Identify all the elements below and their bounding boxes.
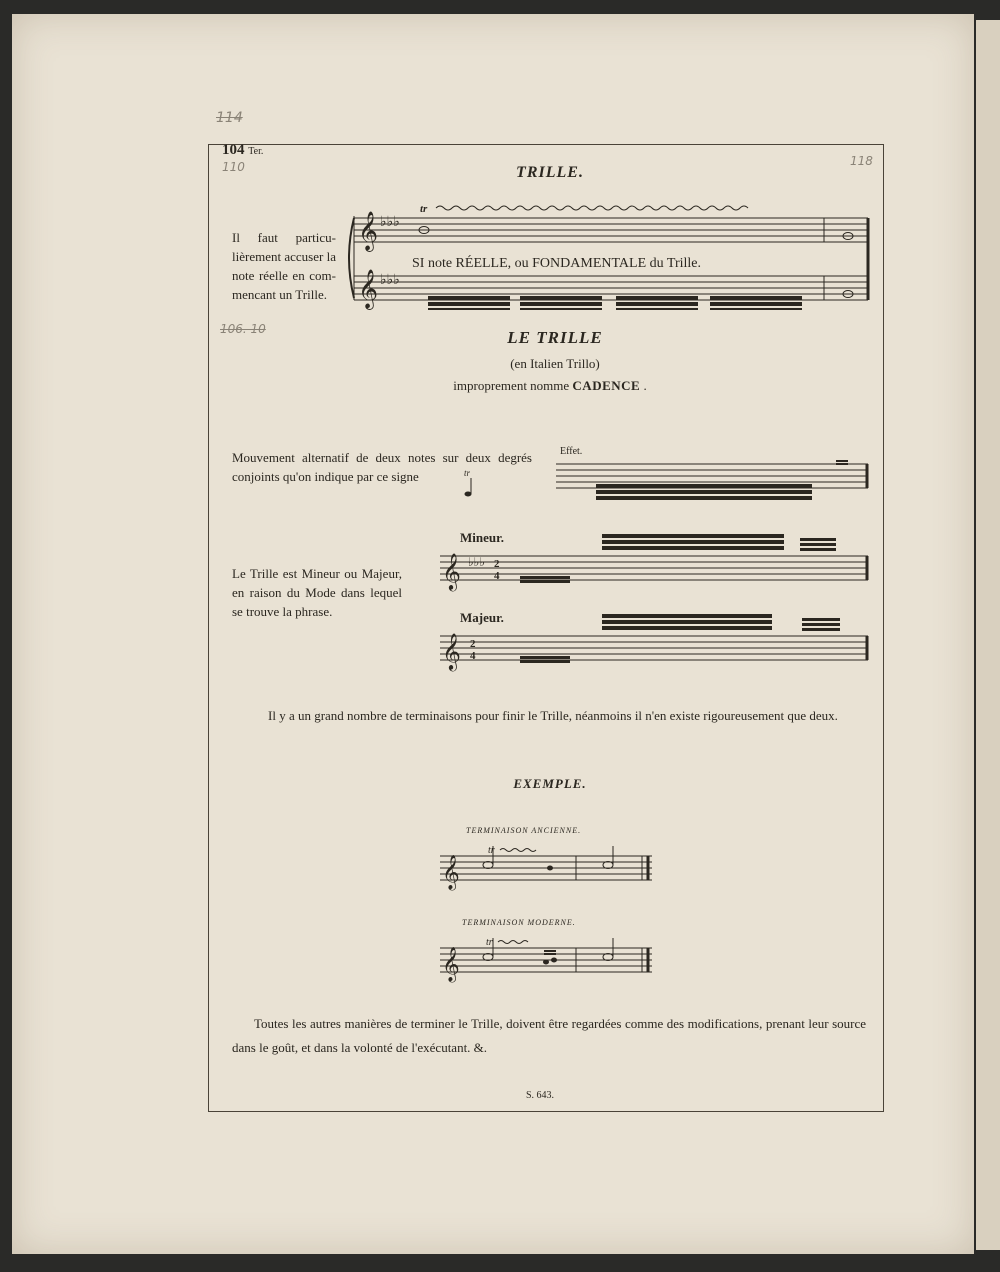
pencil-mark-3: 106. 10 [220, 322, 266, 336]
moderne-trill-mark: tr [486, 937, 493, 948]
subtitle-cadence: CADENCE [572, 378, 641, 393]
ancienne-trill-mark: tr [488, 845, 495, 856]
pencil-mark-1: 114 [216, 110, 243, 126]
svg-text:♭♭♭: ♭♭♭ [380, 215, 400, 230]
svg-text:𝄞: 𝄞 [358, 269, 379, 309]
side-note-definition: Mouvement alternatif de deux notes sur deux degrés conjoints qu'on indique par ce signe [232, 450, 532, 484]
svg-text:𝄞: 𝄞 [442, 947, 460, 982]
svg-text:𝄞: 𝄞 [442, 552, 461, 590]
svg-text:𝄞: 𝄞 [442, 632, 461, 670]
adjacent-page-edge [976, 20, 1000, 1250]
heading-subtitle: (en Italien Trillo) [510, 356, 600, 371]
ancienne-staff [440, 840, 656, 890]
exemple-title: EXEMPLE. [513, 776, 587, 791]
section-title: TRILLE. [516, 164, 584, 181]
pencil-mark-2: 110 [222, 160, 245, 174]
svg-text:4: 4 [494, 570, 500, 582]
mineur-label: Mineur. [460, 530, 504, 545]
svg-text:♭♭♭: ♭♭♭ [468, 555, 485, 569]
trill-sign-note [462, 468, 482, 502]
svg-text:𝄞: 𝄞 [442, 855, 460, 890]
majeur-label: Majeur. [460, 610, 504, 625]
page-number-value: 104 [222, 142, 245, 158]
side-note-accent: Il faut particu-lièrement accuser la note réelle en com-mencant un Trille. [232, 230, 336, 302]
le-trille-heading: LE TRILLE [507, 328, 603, 347]
trill-staff-system [340, 200, 880, 310]
svg-text:4: 4 [470, 650, 476, 662]
moderne-staff [440, 932, 656, 982]
term-ancienne-label: TERMINAISON ANCIENNE. [466, 826, 582, 835]
effet-staff [556, 458, 870, 504]
effet-label: Effet. [560, 446, 583, 457]
svg-text:♭♭♭: ♭♭♭ [380, 273, 400, 288]
staff-annotation: SI note RÉELLE, ou FONDAMENTALE du Trille. [412, 256, 772, 272]
svg-text:𝄞: 𝄞 [358, 211, 379, 251]
page-number [222, 142, 263, 159]
mineur-staff [440, 534, 870, 594]
majeur-staff [440, 612, 870, 672]
heading-subtitle-2: improprement nomme CADENCE . [453, 378, 647, 393]
page-suffix: Ter. [248, 146, 264, 157]
subtitle-prefix: improprement nomme [453, 378, 570, 393]
paragraph-modifications: Toutes les autres manières de terminer le Trille, doivent être regardées comme des modifications, prenant leur source dans le goût, et dans la volonté de l'exécutant. &. [232, 1016, 866, 1055]
plate-number: S. 643. [525, 1090, 555, 1101]
svg-text:2: 2 [470, 638, 476, 650]
trill-sign-mark: tr [464, 468, 471, 478]
paragraph-terminaisons: Il y a un grand nombre de terminaisons pour finir le Trille, néanmoins il n'en existe rigoureusement que deux. [268, 708, 838, 723]
term-moderne-label: TERMINAISON MODERNE. [462, 918, 576, 927]
side-note-mode: Le Trille est Mineur ou Majeur, en raison du Mode dans lequel se trouve la phrase. [232, 566, 402, 619]
trill-mark: tr [420, 203, 428, 215]
pencil-mark-4: 118 [850, 154, 873, 168]
svg-text:2: 2 [494, 558, 500, 570]
